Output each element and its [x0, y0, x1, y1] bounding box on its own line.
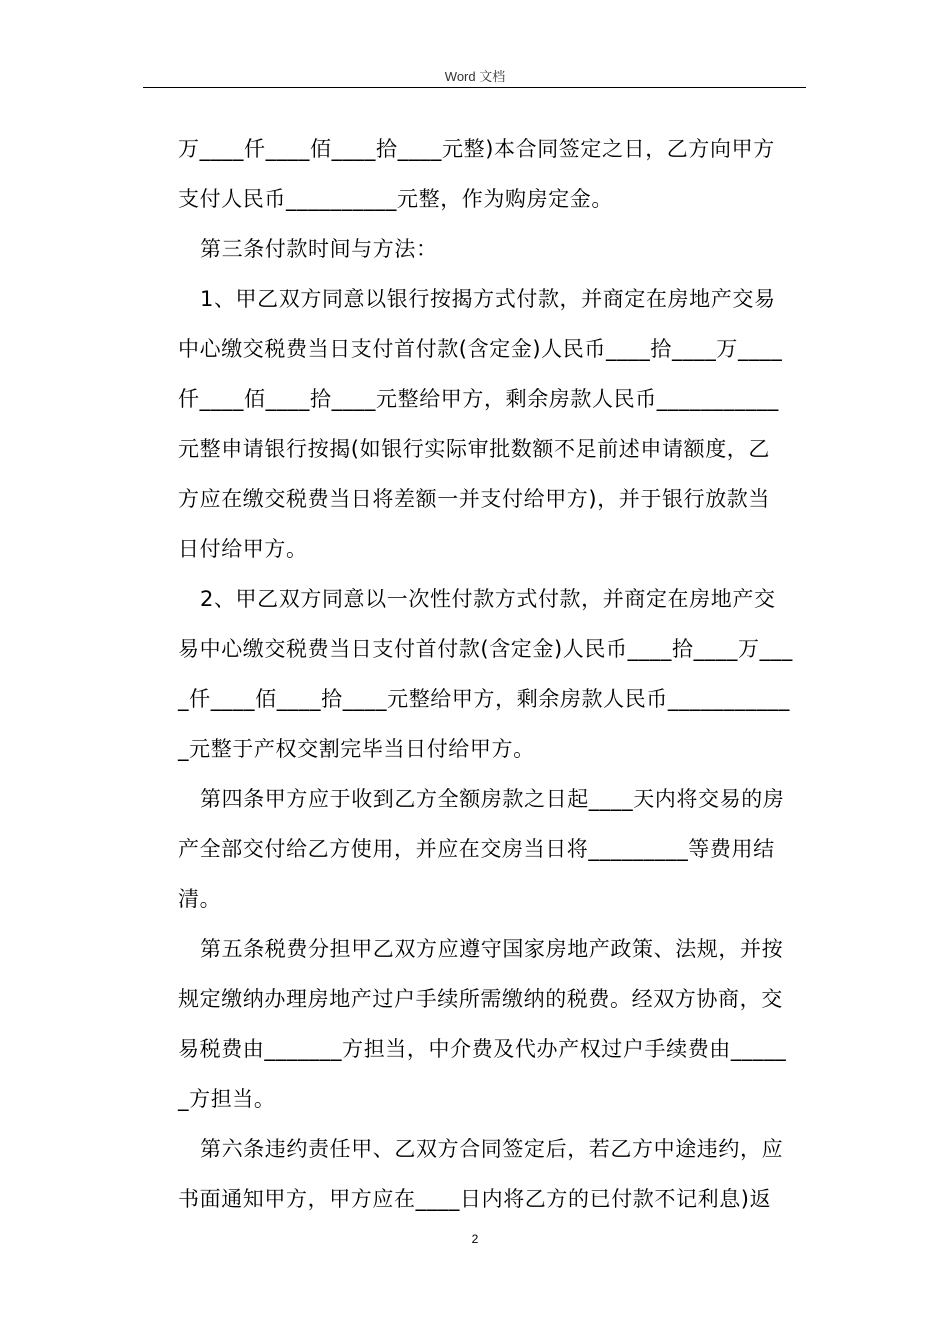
text-line: 方应在缴交税费当日将差额一并支付给甲方)，并于银行放款当: [178, 487, 770, 511]
text-line: 第三条付款时间与方法：: [200, 237, 438, 261]
text-line: 规定缴纳办理房地产过户手续所需缴纳的税费。经双方协商，交: [178, 987, 783, 1011]
text-line: _元整于产权交割完毕当日付给甲方。: [178, 737, 535, 761]
text-line: 中心缴交税费当日支付首付款(含定金)人民币____拾____万____: [178, 337, 783, 361]
text-line: _仟____佰____拾____元整给甲方，剩余房款人民币___________: [178, 687, 790, 711]
text-line: 产全部交付给乙方使用，并应在交房当日将_________等费用结: [178, 837, 775, 861]
text-line: 清。: [178, 887, 222, 911]
text-line: 易税费由_______方担当，中介费及代办产权过户手续费由_____: [178, 1037, 787, 1061]
text-line: 易中心缴交税费当日支付首付款(含定金)人民币____拾____万___: [178, 637, 793, 661]
text-line: 第六条违约责任甲、乙双方合同签定后，若乙方中途违约，应: [200, 1137, 784, 1161]
document-body: [178, 124, 805, 1224]
text-line: 仟____佰____拾____元整给甲方，剩余房款人民币___________: [178, 387, 779, 411]
text-line: 第五条税费分担甲乙双方应遵守国家房地产政策、法规，并按: [200, 937, 784, 961]
page-number: 2: [471, 1232, 479, 1246]
text-line: 支付人民币__________元整，作为购房定金。: [178, 187, 613, 211]
header-rule: [143, 87, 806, 88]
text-line: 第四条甲方应于收到乙方全额房款之日起____天内将交易的房: [200, 787, 785, 811]
text-line: 元整申请银行按揭(如银行实际审批数额不足前述申请额度，乙: [178, 437, 770, 461]
text-line: _方担当。: [178, 1087, 276, 1111]
text-line: 书面通知甲方，甲方应在____日内将乙方的已付款不记利息)返: [178, 1187, 772, 1211]
text-line: 万____仟____佰____拾____元整)本合同签定之日，乙方向甲方: [178, 137, 775, 161]
text-line: 日付给甲方。: [178, 537, 308, 561]
page-header: Word 文档: [444, 69, 506, 84]
text-line: 2、甲乙双方同意以一次性付款方式付款，并商定在房地产交: [200, 587, 776, 611]
text-line: 1、甲乙双方同意以银行按揭方式付款，并商定在房地产交易: [200, 287, 776, 311]
